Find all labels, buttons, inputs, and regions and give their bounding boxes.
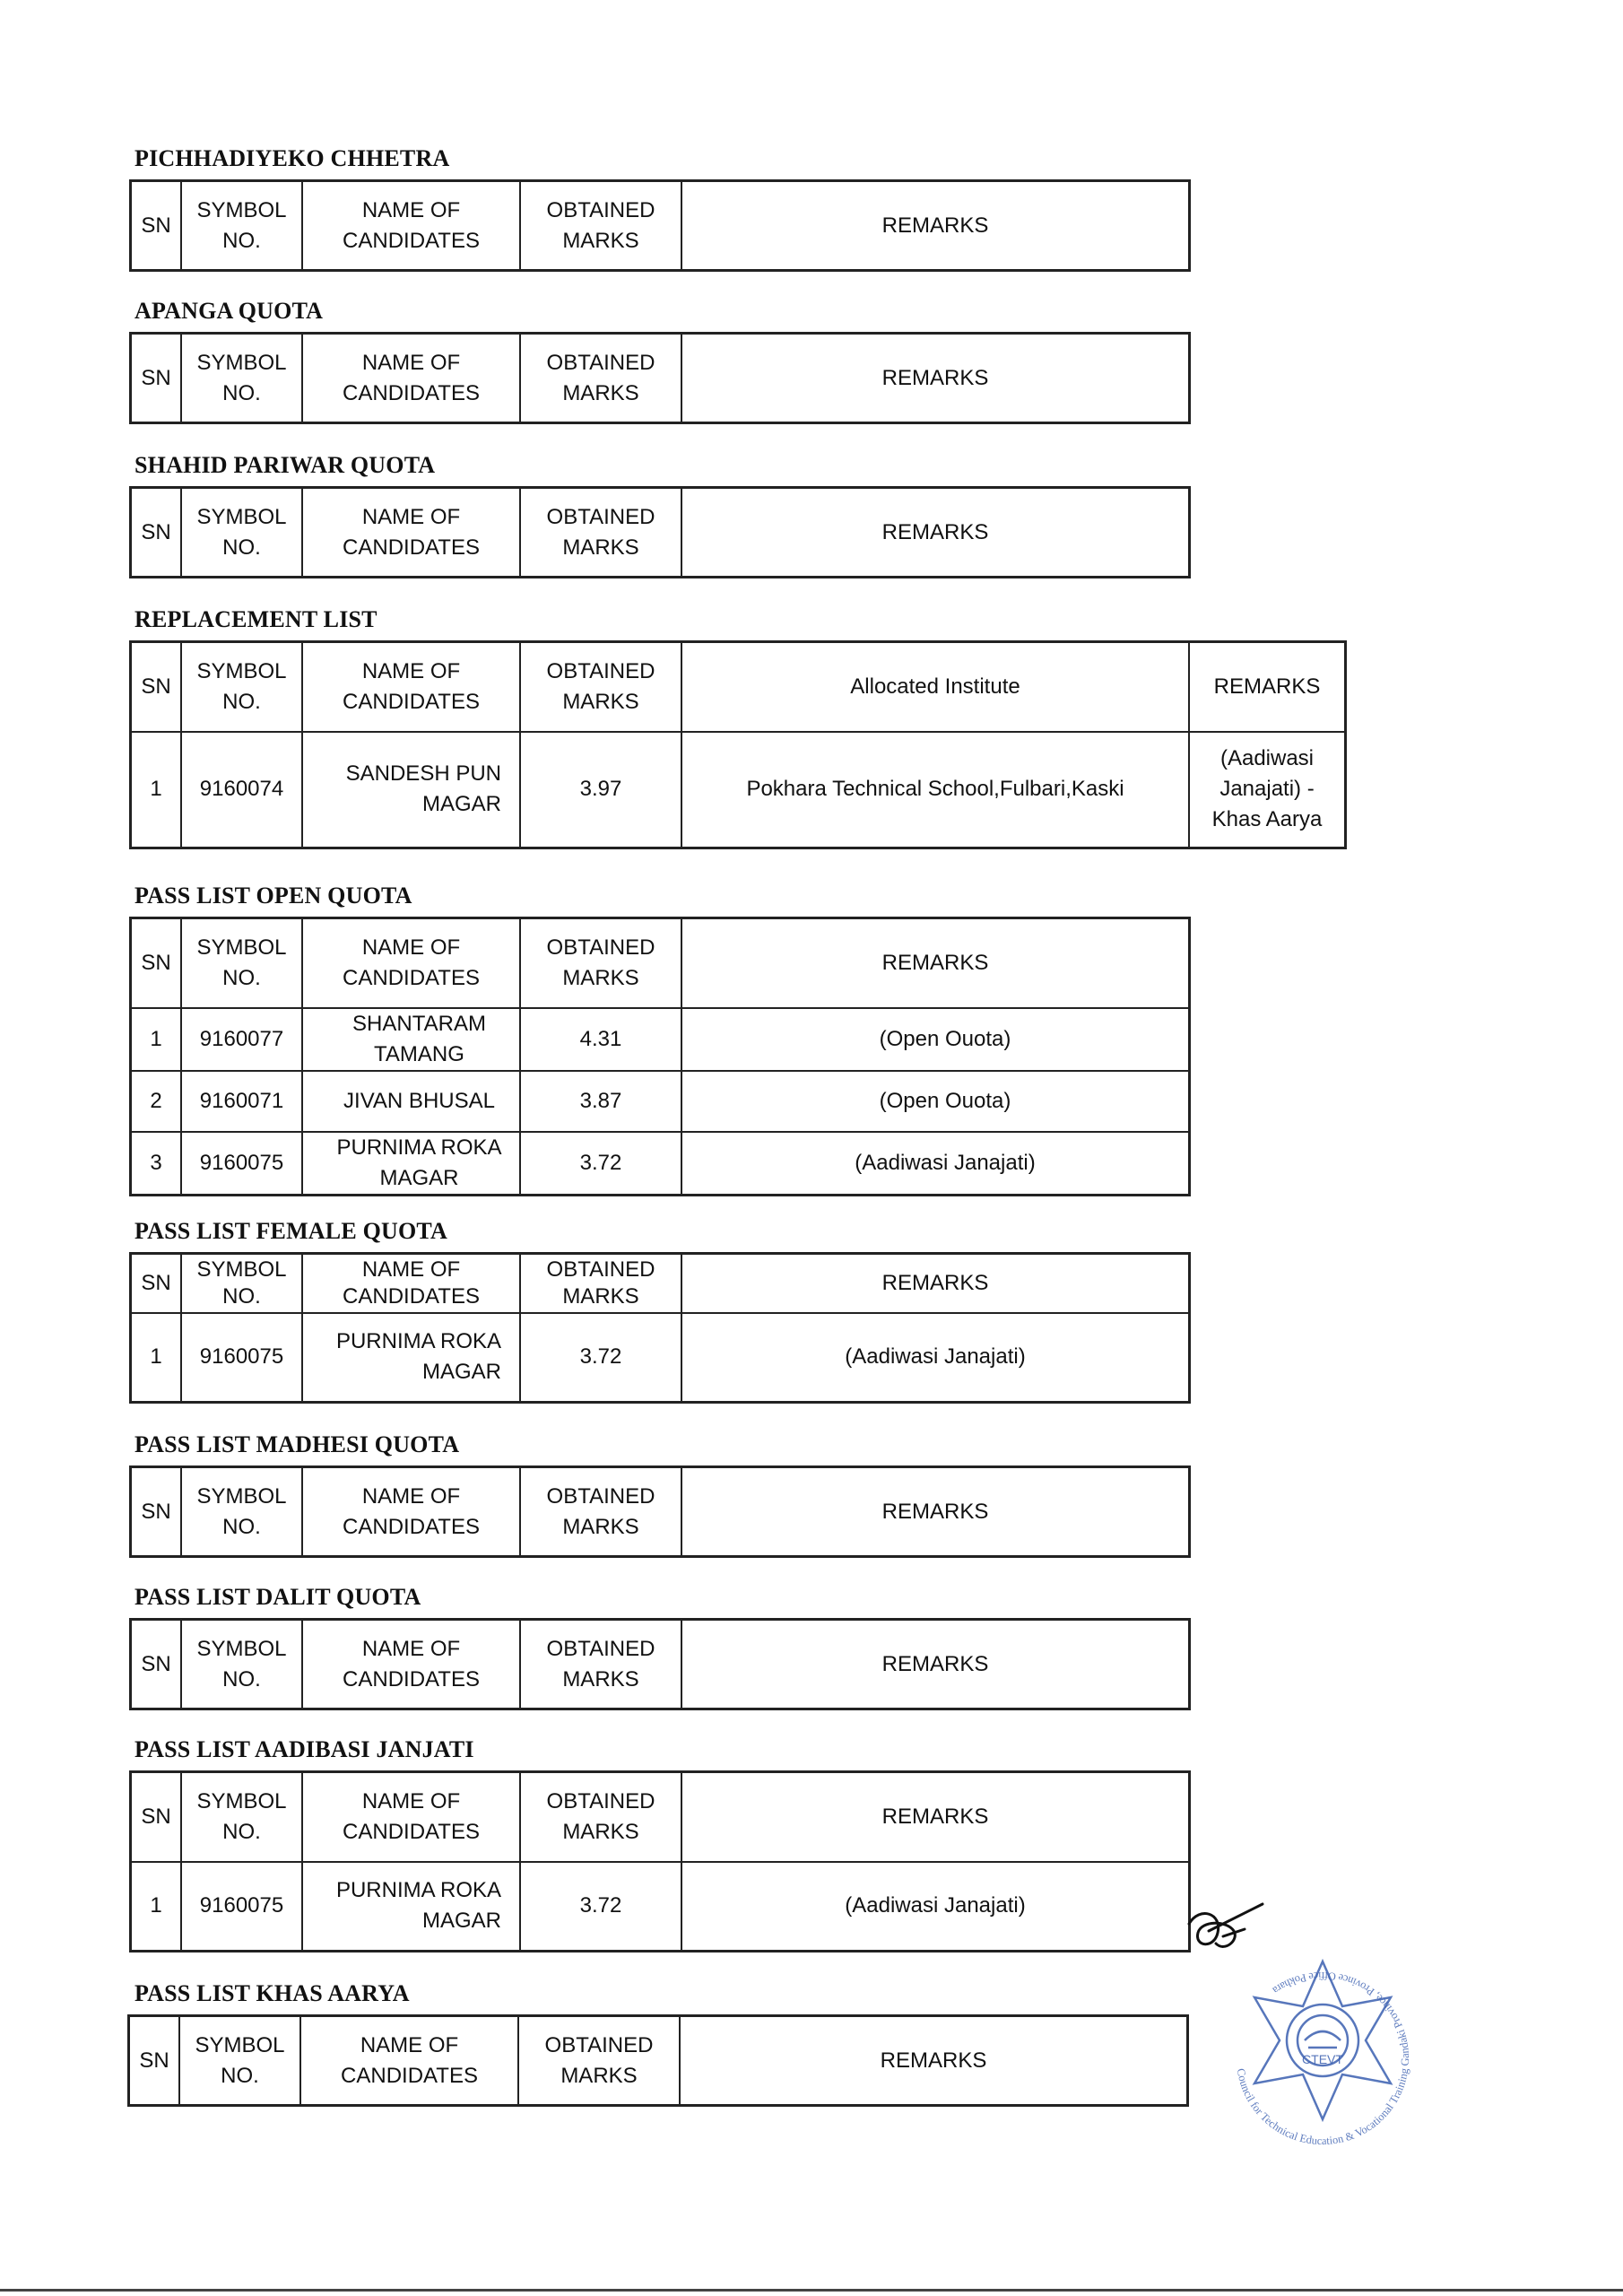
cell-symbol: 9160075 xyxy=(181,1862,302,1952)
header-symbol: SYMBOL NO. xyxy=(181,1467,302,1557)
table-header-row xyxy=(131,1620,1190,1709)
header-symbol: SYMBOL NO. xyxy=(181,642,302,732)
section-title-madhesi: PASS LIST MADHESI QUOTA xyxy=(135,1431,460,1457)
table-row xyxy=(131,732,1346,848)
table-header-row xyxy=(131,181,1190,271)
header-name: NAME OF CANDIDATES xyxy=(302,488,520,578)
table-header-row xyxy=(131,1467,1190,1557)
cell-name: SANDESH PUN MAGAR xyxy=(302,732,520,848)
header-marks: OBTAINED MARKS xyxy=(520,1254,681,1313)
section-title-aadibasi: PASS LIST AADIBASI JANJATI xyxy=(135,1736,474,1762)
header-symbol: SYMBOL NO. xyxy=(181,1620,302,1709)
cell-sn: 2 xyxy=(131,1071,182,1132)
table-pichhadiyeko xyxy=(129,179,1191,272)
table-row xyxy=(131,1132,1190,1196)
table-shahid xyxy=(129,486,1191,578)
stamp-ring-text: Council for Technical Education & Vocational Training Gandaki Province, Province Office Pokhara xyxy=(1234,1969,1412,2148)
cell-remarks: (Aadiwasi Janajati) - Khas Aarya xyxy=(1189,732,1346,848)
section-title-pichhadiyeko: PICHHADIYEKO CHHETRA xyxy=(135,145,450,171)
table-apanga xyxy=(129,332,1191,424)
section-title-open: PASS LIST OPEN QUOTA xyxy=(135,883,412,909)
cell-marks: 3.97 xyxy=(520,732,681,848)
section-title-khas: PASS LIST KHAS AARYA xyxy=(135,1980,410,2006)
table-header-row xyxy=(129,2016,1188,2106)
table-open xyxy=(129,917,1191,1196)
table-header-row xyxy=(131,642,1346,732)
cell-symbol: 9160071 xyxy=(181,1071,302,1132)
header-name: NAME OF CANDIDATES xyxy=(302,181,520,271)
header-name: NAME OF CANDIDATES xyxy=(300,2016,518,2106)
header-symbol: SYMBOL NO. xyxy=(179,2016,300,2106)
header-sn: SN xyxy=(131,181,182,271)
cell-name: PURNIMA ROKA MAGAR xyxy=(302,1862,520,1952)
table-aadibasi xyxy=(129,1770,1191,1952)
header-remarks: REMARKS xyxy=(681,1467,1190,1557)
section-title-replacement: REPLACEMENT LIST xyxy=(135,606,378,632)
header-remarks: REMARKS xyxy=(680,2016,1188,2106)
header-sn: SN xyxy=(129,2016,180,2106)
table-header-row xyxy=(131,488,1190,578)
header-marks: OBTAINED MARKS xyxy=(520,1772,681,1862)
header-allocated-institute: Allocated Institute xyxy=(681,642,1189,732)
header-name: NAME OF CANDIDATES xyxy=(302,918,520,1008)
cell-sn: 1 xyxy=(131,1862,182,1952)
cell-name: SHANTARAM TAMANG xyxy=(302,1008,520,1071)
header-remarks: REMARKS xyxy=(681,1772,1190,1862)
header-name: NAME OF CANDIDATES xyxy=(302,334,520,423)
header-name: NAME OF CANDIDATES xyxy=(302,642,520,732)
page-bottom-rule xyxy=(0,2289,1623,2292)
cell-sn: 1 xyxy=(131,1008,182,1071)
cell-sn: 3 xyxy=(131,1132,182,1196)
header-sn: SN xyxy=(131,642,182,732)
table-khas xyxy=(127,2014,1189,2107)
header-sn: SN xyxy=(131,488,182,578)
header-name: NAME OF CANDIDATES xyxy=(302,1254,520,1313)
ctevt-stamp xyxy=(1215,1951,1430,2166)
stamp-center-text: CTEVT xyxy=(1302,2052,1343,2066)
cell-symbol: 9160077 xyxy=(181,1008,302,1071)
cell-marks: 3.87 xyxy=(520,1071,681,1132)
header-marks: OBTAINED MARKS xyxy=(520,642,681,732)
header-sn: SN xyxy=(131,1620,182,1709)
header-remarks: REMARKS xyxy=(681,181,1190,271)
cell-marks: 3.72 xyxy=(520,1862,681,1952)
header-remarks: REMARKS xyxy=(1189,642,1346,732)
header-marks: OBTAINED MARKS xyxy=(520,1467,681,1557)
header-marks: OBTAINED MARKS xyxy=(520,918,681,1008)
header-marks: OBTAINED MARKS xyxy=(518,2016,680,2106)
cell-marks: 3.72 xyxy=(520,1132,681,1196)
cell-sn: 1 xyxy=(131,1313,182,1403)
cell-sn: 1 xyxy=(131,732,182,848)
header-name: NAME OF CANDIDATES xyxy=(302,1467,520,1557)
cell-remarks: (Open Ouota) xyxy=(681,1071,1190,1132)
header-symbol: SYMBOL NO. xyxy=(181,181,302,271)
table-row xyxy=(131,1071,1190,1132)
cell-marks: 4.31 xyxy=(520,1008,681,1071)
table-header-row xyxy=(131,918,1190,1008)
header-marks: OBTAINED MARKS xyxy=(520,334,681,423)
header-sn: SN xyxy=(131,1467,182,1557)
table-dalit xyxy=(129,1618,1191,1710)
header-remarks: REMARKS xyxy=(681,1254,1190,1313)
section-title-shahid: SHAHID PARIWAR QUOTA xyxy=(135,452,436,478)
header-remarks: REMARKS xyxy=(681,1620,1190,1709)
header-name: NAME OF CANDIDATES xyxy=(302,1772,520,1862)
cell-symbol: 9160075 xyxy=(181,1313,302,1403)
cell-remarks: (Aadiwasi Janajati) xyxy=(681,1313,1190,1403)
section-title-dalit: PASS LIST DALIT QUOTA xyxy=(135,1584,421,1610)
header-sn: SN xyxy=(131,1772,182,1862)
table-female xyxy=(129,1252,1191,1404)
section-title-apanga: APANGA QUOTA xyxy=(135,298,324,324)
cell-remarks: (Open Ouota) xyxy=(681,1008,1190,1071)
table-row xyxy=(131,1313,1190,1403)
header-remarks: REMARKS xyxy=(681,918,1190,1008)
header-sn: SN xyxy=(131,1254,182,1313)
cell-name: PURNIMA ROKA MAGAR xyxy=(302,1313,520,1403)
header-symbol: SYMBOL NO. xyxy=(181,1772,302,1862)
header-sn: SN xyxy=(131,918,182,1008)
header-name: NAME OF CANDIDATES xyxy=(302,1620,520,1709)
header-marks: OBTAINED MARKS xyxy=(520,488,681,578)
cell-institute: Pokhara Technical School,Fulbari,Kaski xyxy=(681,732,1189,848)
table-header-row xyxy=(131,334,1190,423)
table-header-row xyxy=(131,1772,1190,1862)
cell-name: JIVAN BHUSAL xyxy=(302,1071,520,1132)
header-remarks: REMARKS xyxy=(681,488,1190,578)
section-title-female: PASS LIST FEMALE QUOTA xyxy=(135,1218,447,1244)
header-remarks: REMARKS xyxy=(681,334,1190,423)
header-symbol: SYMBOL NO. xyxy=(181,918,302,1008)
header-symbol: SYMBOL NO. xyxy=(181,488,302,578)
cell-name: PURNIMA ROKA MAGAR xyxy=(302,1132,520,1196)
cell-symbol: 9160074 xyxy=(181,732,302,848)
header-symbol: SYMBOL NO. xyxy=(181,1254,302,1313)
cell-symbol: 9160075 xyxy=(181,1132,302,1196)
table-row xyxy=(131,1862,1190,1952)
table-madhesi xyxy=(129,1465,1191,1558)
cell-marks: 3.72 xyxy=(520,1313,681,1403)
header-marks: OBTAINED MARKS xyxy=(520,1620,681,1709)
cell-remarks: (Aadiwasi Janajati) xyxy=(681,1132,1190,1196)
header-symbol: SYMBOL NO. xyxy=(181,334,302,423)
table-replacement xyxy=(129,640,1347,849)
cell-remarks: (Aadiwasi Janajati) xyxy=(681,1862,1190,1952)
table-header-row xyxy=(131,1254,1190,1313)
header-sn: SN xyxy=(131,334,182,423)
header-marks: OBTAINED MARKS xyxy=(520,181,681,271)
table-row xyxy=(131,1008,1190,1071)
